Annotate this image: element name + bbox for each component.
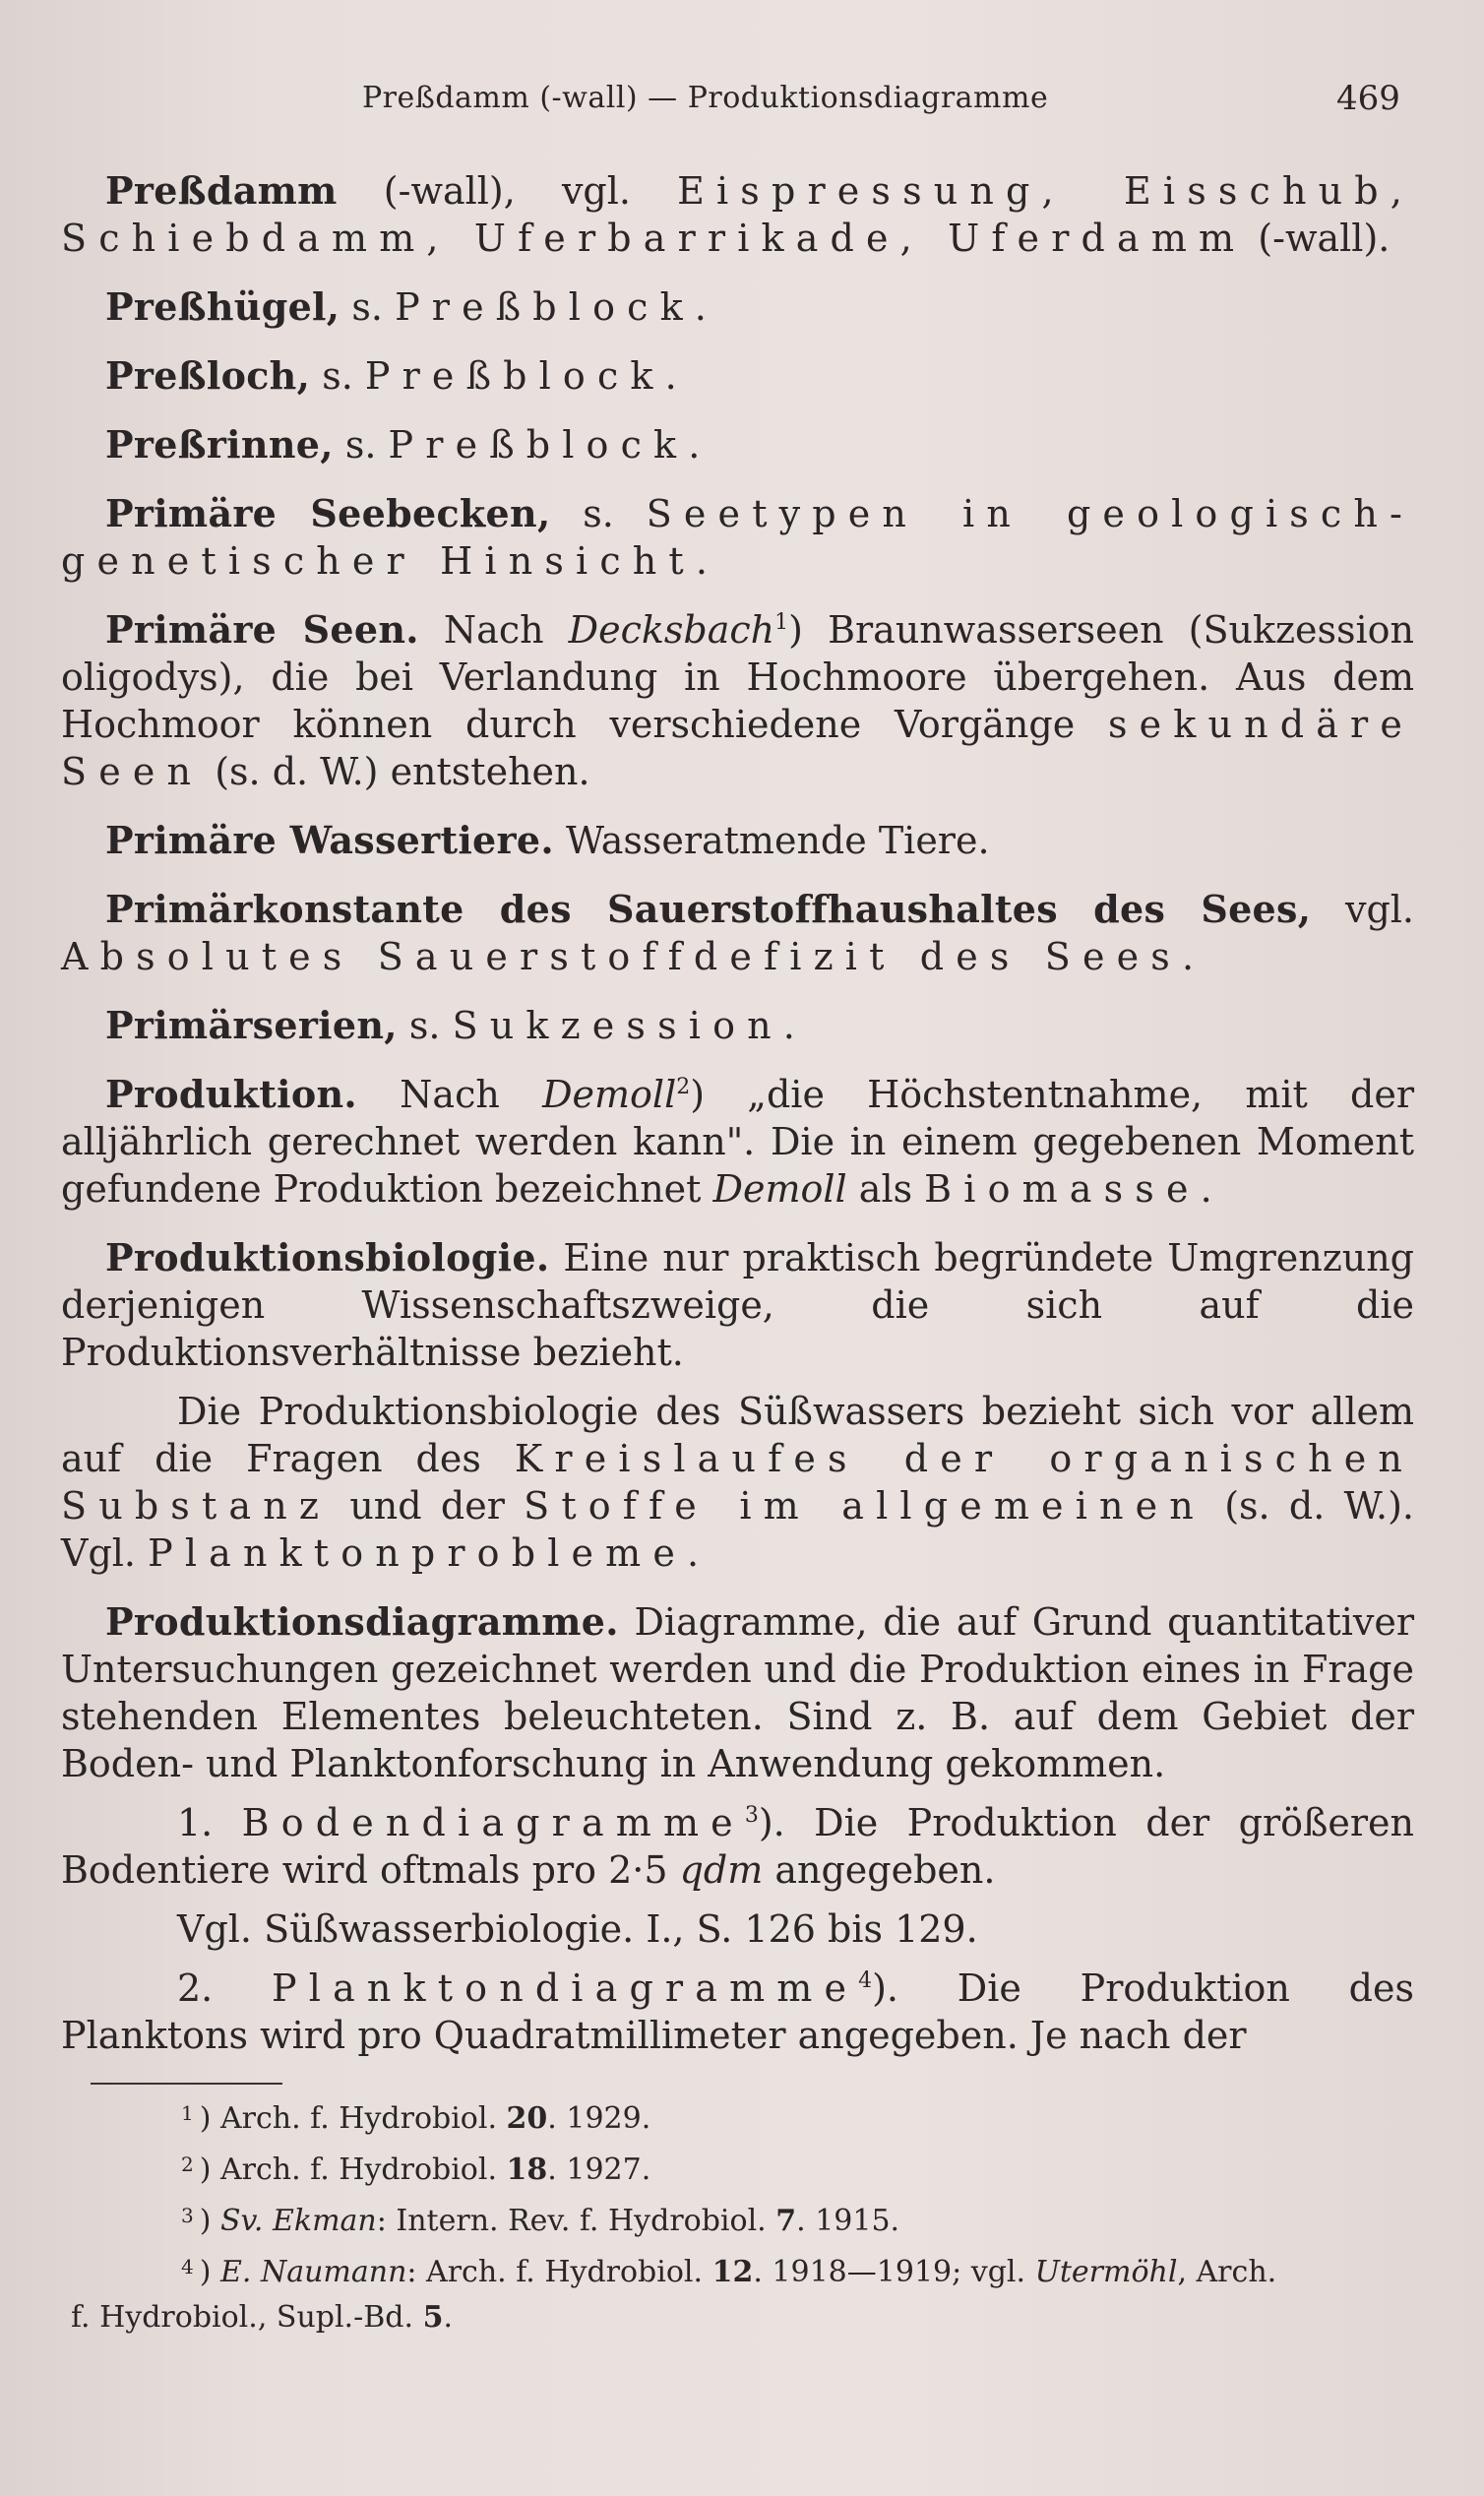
headword: Produktionsbiologie.	[105, 1235, 550, 1279]
entry-text: s.	[550, 492, 647, 535]
entry-produktionsbiologie-paragraph	[61, 1388, 1414, 1577]
entry-text: .	[687, 1531, 700, 1575]
author-name: Demoll	[712, 1167, 847, 1211]
footnote-marker: 2	[676, 1075, 691, 1099]
entry-text: Eine nur praktisch begründete Umgrenzung derjenigen Wissenschaftszweige, die sich auf die Produktionsverhältnisse bezieht.	[61, 1236, 1414, 1374]
entry-text: s.	[340, 285, 396, 329]
footnote-marker: 3	[744, 1803, 759, 1828]
cross-reference: Kreislaufes der organischen Substanz	[61, 1437, 1415, 1528]
author-name: E. Naumann	[219, 2255, 407, 2289]
unit-text: qdm	[679, 1848, 764, 1892]
headword: Primäre Wassertiere.	[105, 818, 554, 862]
footnote-text: : Arch. f. Hydrobiol.	[406, 2255, 712, 2289]
entry-text: ). Die Produktion der größeren Bodentiere wird oftmals pro 2·5	[61, 1801, 1414, 1892]
list-number: 2.	[177, 1966, 273, 2010]
headword: Preßdamm	[105, 168, 338, 213]
entry-text: angegeben.	[763, 1848, 996, 1892]
footnote-text: .	[443, 2300, 453, 2335]
footnote-text: . 1915.	[796, 2204, 900, 2238]
footnote-text: )	[199, 2255, 220, 2289]
entry-text: vgl.	[1311, 888, 1414, 931]
footnotes	[61, 2090, 1429, 2340]
entry-text: Nach	[418, 608, 569, 652]
entry-text: .	[1181, 935, 1195, 978]
entry-text: Diagramme, die auf Grund quantitativer Untersuchungen gezeichnet werden und die Produktion eines in Frage stehenden Elementes beleuchteten. Sind z. B. auf dem Gebiet der Boden- und Planktonforschung in Anwendung gekommen.	[61, 1600, 1414, 1785]
author-name: Decksbach	[568, 608, 775, 652]
footnote-4-continuation	[61, 2295, 1429, 2340]
footnote-text: . 1918—1919; vgl.	[753, 2255, 1035, 2289]
volume-number: 18	[506, 2153, 548, 2187]
running-head: Preßdamm (-wall) — Produktionsdiagramme	[362, 81, 1049, 115]
entry-produktionsbiologie	[61, 1234, 1414, 1376]
cross-reference: Stoffe im allgemeinen	[524, 1484, 1206, 1528]
list-number: 1.	[177, 1801, 242, 1844]
entry-text: und der	[331, 1484, 525, 1528]
footnote-marker: 1	[774, 610, 789, 635]
footnote-number: 1	[181, 2101, 194, 2125]
entry-vgl-suesswasserbiologie	[61, 1905, 1414, 1953]
cross-reference: Absolutes Sauerstoffdefizit des Sees	[61, 935, 1182, 978]
entry-pressrinne	[61, 421, 1414, 468]
footnote-text: ) Arch. f. Hydrobiol.	[199, 2101, 507, 2136]
entry-presshuegel	[61, 283, 1414, 331]
cross-reference: Preßblock	[395, 285, 695, 329]
cross-reference: Planktondiagramme	[272, 1966, 859, 2010]
volume-number: 12	[711, 2255, 754, 2289]
footnote-4	[61, 2244, 1429, 2295]
headword: Preßhügel,	[105, 284, 340, 329]
headword: Primäre Seen.	[105, 607, 419, 652]
cross-reference: Planktonprobleme	[148, 1531, 688, 1575]
entry-text: ) Braunwasserseen (Sukzession oligodys), die bei Verlandung in Hochmoore übergehen. Aus dem Hochmoor können durch verschiedene Vorgänge	[61, 608, 1414, 746]
entry-planktondiagramme	[61, 1965, 1414, 2059]
headword: Produktionsdiagramme.	[105, 1599, 619, 1644]
footnote-text: f. Hydrobiol., Supl.-Bd.	[71, 2300, 423, 2335]
entry-text: s.	[333, 423, 389, 467]
volume-number: 20	[506, 2101, 548, 2136]
footnote-text: : Intern. Rev. f. Hydrobiol.	[376, 2204, 776, 2238]
entry-bodendiagramme	[61, 1799, 1414, 1894]
entry-text: ). Die Produktion des Planktons wird pro Quadratmillimeter angegeben. Je nach der	[61, 1966, 1414, 2057]
headword: Primäre Seebecken,	[105, 491, 551, 535]
entry-text: ) „die Höchstentnahme, mit der alljährlich gerechnet werden kann". Die in einem gegebenen Moment gefundene Produktion bezeichnet	[61, 1073, 1414, 1211]
cross-reference: Sukzession	[452, 1004, 783, 1047]
footnote-number: 4	[181, 2255, 194, 2278]
entry-text: (s. d. W.) entstehen.	[203, 750, 590, 793]
footnote-2	[61, 2142, 1429, 2193]
entry-text: .	[782, 1004, 795, 1047]
entry-primaere-wassertiere	[61, 817, 1414, 864]
entry-text: (-wall).	[1246, 217, 1391, 260]
entry-text: .	[695, 539, 708, 583]
entry-primaerkonstante	[61, 886, 1414, 980]
headword: Produktion.	[105, 1072, 357, 1116]
entry-text: s.	[310, 354, 365, 398]
cross-reference: Seetypen in geologisch-genetischer Hinsicht	[61, 492, 1414, 583]
entry-pressloch	[61, 352, 1414, 400]
volume-number: 7	[775, 2204, 797, 2238]
entry-text: Wasseratmende Tiere.	[553, 819, 990, 862]
page-number: 469	[1336, 79, 1400, 118]
entry-text: .	[664, 354, 677, 398]
cross-reference: Preßblock	[388, 423, 689, 467]
cross-reference: Preßblock	[364, 354, 665, 398]
entry-text: (-wall), vgl.	[337, 169, 678, 213]
cross-reference: Bodendiagramme	[241, 1801, 745, 1844]
dictionary-body	[61, 167, 1414, 2081]
headword: Preßloch,	[105, 353, 311, 398]
entry-text: .	[694, 285, 707, 329]
footnote-marker: 4	[858, 1968, 873, 1993]
cross-reference: Biomasse	[924, 1167, 1201, 1211]
cross-reference: Eispressung, Eisschub, Schiebdamm, Uferbarrikade, Uferdamm	[61, 169, 1414, 260]
entry-produktionsdiagramme	[61, 1598, 1414, 1787]
author-name: Utermöhl	[1034, 2255, 1178, 2289]
entry-primaerserien	[61, 1002, 1414, 1049]
footnote-text: . 1929.	[547, 2101, 651, 2136]
entry-text: s.	[397, 1004, 453, 1047]
footnote-text: , Arch.	[1177, 2255, 1277, 2289]
footnote-rule	[91, 2083, 282, 2085]
entry-text: als	[846, 1167, 925, 1211]
entry-text: Nach	[356, 1073, 543, 1116]
entry-pressdamm	[61, 167, 1414, 262]
headword: Preßrinne,	[105, 422, 334, 467]
footnote-3	[61, 2193, 1429, 2244]
headword: Primärkonstante des Sauerstoffhaushaltes des Sees,	[105, 887, 1312, 931]
author-name: Sv. Ekman	[219, 2204, 377, 2238]
entry-primaere-seebecken	[61, 490, 1414, 585]
headword: Primärserien,	[105, 1003, 398, 1047]
footnote-number: 2	[181, 2153, 194, 2176]
entry-primaere-seen	[61, 606, 1414, 795]
footnote-1	[61, 2090, 1429, 2142]
footnote-text: ) Arch. f. Hydrobiol.	[199, 2153, 507, 2187]
entry-text: Vgl. Süßwasserbiologie. I., S. 126 bis 129.	[177, 1907, 978, 1951]
entry-text: (s. d. W.). Vgl.	[61, 1484, 1414, 1575]
footnote-text: )	[199, 2204, 220, 2238]
entry-produktion	[61, 1071, 1414, 1213]
footnote-text: . 1927.	[547, 2153, 651, 2187]
author-name: Demoll	[542, 1073, 677, 1116]
entry-text: Die Produktionsbiologie des Süßwassers bezieht sich vor allem auf die Fragen des	[61, 1390, 1414, 1480]
cross-reference: sekundäre Seen	[61, 703, 1414, 793]
volume-number: 5	[422, 2300, 444, 2335]
entry-text: .	[688, 423, 701, 467]
footnote-number: 3	[181, 2204, 194, 2227]
entry-text: .	[1200, 1167, 1212, 1211]
